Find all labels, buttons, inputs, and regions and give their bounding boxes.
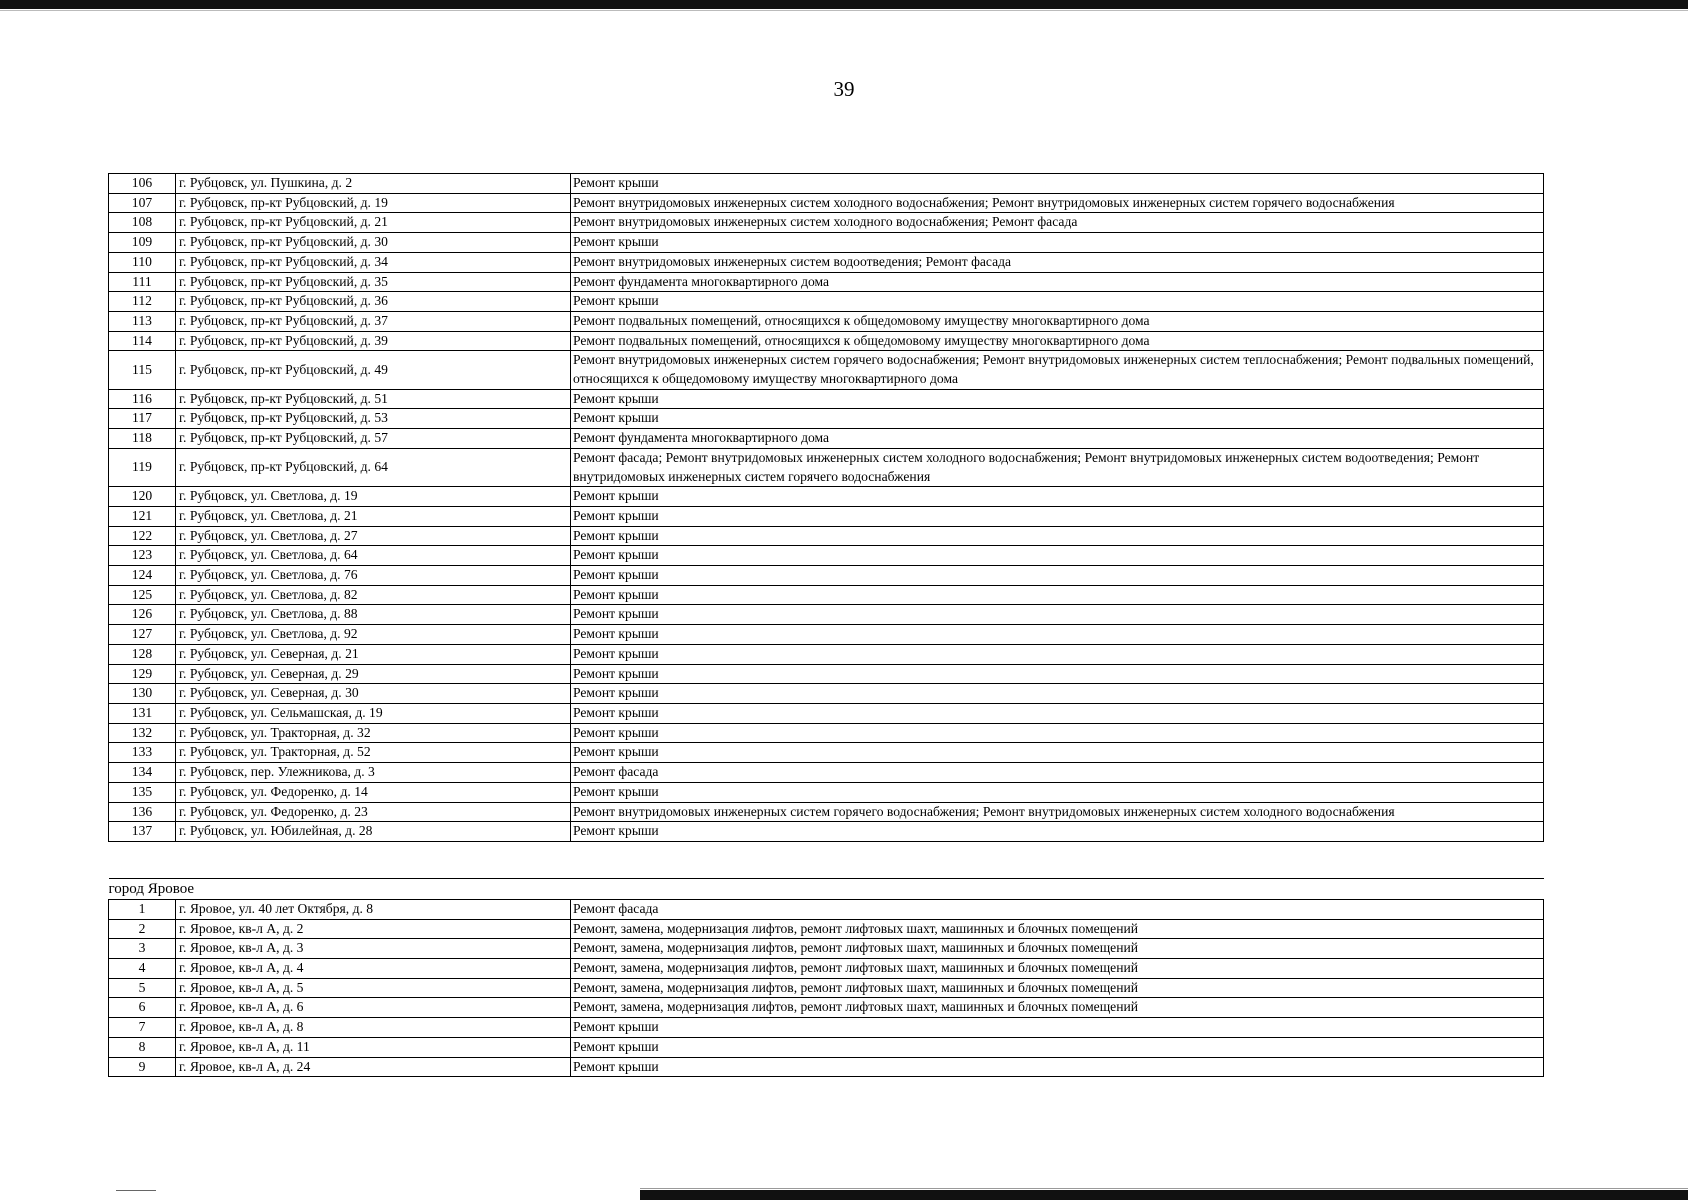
row-address: г. Яровое, кв-л А, д. 4 (176, 959, 571, 979)
row-number: 3 (109, 939, 176, 959)
scan-border-bottom-line (640, 1188, 1688, 1189)
row-work: Ремонт подвальных помещений, относящихся к общедомовому имуществу многоквартирного дома (571, 331, 1544, 351)
row-work: Ремонт, замена, модернизация лифтов, ремонт лифтовых шахт, машинных и блочных помещений (571, 919, 1544, 939)
row-work: Ремонт крыши (571, 1018, 1544, 1038)
row-work: Ремонт крыши (571, 506, 1544, 526)
row-work: Ремонт крыши (571, 566, 1544, 586)
row-work: Ремонт фундамента многоквартирного дома (571, 272, 1544, 292)
scan-border-top (0, 0, 1688, 9)
row-work: Ремонт внутридомовых инженерных систем горячего водоснабжения; Ремонт внутридомовых инженерных систем холодного водоснабжения (571, 802, 1544, 822)
row-number: 7 (109, 1018, 176, 1038)
table-row (109, 763, 1544, 783)
table-row (109, 959, 1544, 979)
table-row (109, 546, 1544, 566)
table-row (109, 605, 1544, 625)
row-address: г. Яровое, кв-л А, д. 11 (176, 1037, 571, 1057)
row-address: г. Рубцовск, ул. Тракторная, д. 32 (176, 723, 571, 743)
row-work: Ремонт, замена, модернизация лифтов, ремонт лифтовых шахт, машинных и блочных помещений (571, 978, 1544, 998)
row-address: г. Яровое, кв-л А, д. 5 (176, 978, 571, 998)
row-address: г. Рубцовск, ул. Федоренко, д. 14 (176, 782, 571, 802)
row-number: 126 (109, 605, 176, 625)
row-address: г. Рубцовск, пр-кт Рубцовский, д. 53 (176, 409, 571, 429)
row-address: г. Рубцовск, пр-кт Рубцовский, д. 30 (176, 233, 571, 253)
row-work: Ремонт, замена, модернизация лифтов, ремонт лифтовых шахт, машинных и блочных помещений (571, 998, 1544, 1018)
row-address: г. Рубцовск, ул. Северная, д. 29 (176, 664, 571, 684)
row-number: 123 (109, 546, 176, 566)
row-address: г. Яровое, кв-л А, д. 24 (176, 1057, 571, 1077)
table-row (109, 743, 1544, 763)
row-number: 107 (109, 193, 176, 213)
row-work: Ремонт крыши (571, 389, 1544, 409)
row-number: 106 (109, 174, 176, 194)
row-work: Ремонт фасада; Ремонт внутридомовых инженерных систем холодного водоснабжения; Ремонт внутридомовых инженерных систем водоотведения; Ремонт внутридомовых инженерных систем горячего водоснабжения (571, 448, 1544, 486)
row-work: Ремонт крыши (571, 684, 1544, 704)
row-address: г. Рубцовск, пр-кт Рубцовский, д. 64 (176, 448, 571, 486)
section-gap (109, 841, 1544, 878)
row-work: Ремонт крыши (571, 743, 1544, 763)
table-row (109, 429, 1544, 449)
row-number: 135 (109, 782, 176, 802)
row-address: г. Рубцовск, ул. Светлова, д. 88 (176, 605, 571, 625)
row-number: 112 (109, 292, 176, 312)
row-work: Ремонт крыши (571, 664, 1544, 684)
table-row (109, 802, 1544, 822)
row-address: г. Рубцовск, пер. Улежникова, д. 3 (176, 763, 571, 783)
table-row (109, 723, 1544, 743)
row-number: 118 (109, 429, 176, 449)
table-row (109, 351, 1544, 389)
row-work: Ремонт фундамента многоквартирного дома (571, 429, 1544, 449)
table-row (109, 919, 1544, 939)
row-work: Ремонт крыши (571, 585, 1544, 605)
row-number: 127 (109, 625, 176, 645)
table-row (109, 625, 1544, 645)
row-number: 8 (109, 1037, 176, 1057)
row-number: 136 (109, 802, 176, 822)
row-number: 113 (109, 311, 176, 331)
row-work: Ремонт крыши (571, 723, 1544, 743)
section-header-row (109, 878, 1544, 899)
row-address: г. Яровое, кв-л А, д. 3 (176, 939, 571, 959)
row-work: Ремонт крыши (571, 625, 1544, 645)
row-number: 121 (109, 506, 176, 526)
row-address: г. Рубцовск, ул. Светлова, д. 64 (176, 546, 571, 566)
row-work: Ремонт фасада (571, 763, 1544, 783)
row-work: Ремонт крыши (571, 233, 1544, 253)
row-number: 124 (109, 566, 176, 586)
row-work: Ремонт крыши (571, 703, 1544, 723)
table-row (109, 487, 1544, 507)
table-row (109, 1018, 1544, 1038)
row-address: г. Рубцовск, ул. Пушкина, д. 2 (176, 174, 571, 194)
row-number: 2 (109, 919, 176, 939)
table-row (109, 331, 1544, 351)
table-row (109, 644, 1544, 664)
row-work: Ремонт крыши (571, 605, 1544, 625)
table-row (109, 1037, 1544, 1057)
table-row (109, 703, 1544, 723)
table-row (109, 1057, 1544, 1077)
table-row (109, 566, 1544, 586)
row-work: Ремонт крыши (571, 1037, 1544, 1057)
table-row (109, 448, 1544, 486)
row-address: г. Яровое, кв-л А, д. 6 (176, 998, 571, 1018)
row-work: Ремонт внутридомовых инженерных систем водоотведения; Ремонт фасада (571, 252, 1544, 272)
row-work: Ремонт, замена, модернизация лифтов, ремонт лифтовых шахт, машинных и блочных помещений (571, 939, 1544, 959)
row-number: 108 (109, 213, 176, 233)
row-work: Ремонт внутридомовых инженерных систем холодного водоснабжения; Ремонт внутридомовых инженерных систем горячего водоснабжения (571, 193, 1544, 213)
table-row (109, 684, 1544, 704)
row-address: г. Рубцовск, пр-кт Рубцовский, д. 34 (176, 252, 571, 272)
table-row (109, 978, 1544, 998)
row-work: Ремонт подвальных помещений, относящихся к общедомовому имуществу многоквартирного дома (571, 311, 1544, 331)
row-number: 119 (109, 448, 176, 486)
row-work: Ремонт крыши (571, 487, 1544, 507)
page-number: 39 (833, 77, 855, 101)
row-address: г. Рубцовск, пр-кт Рубцовский, д. 39 (176, 331, 571, 351)
row-number: 114 (109, 331, 176, 351)
row-number: 9 (109, 1057, 176, 1077)
row-work: Ремонт крыши (571, 292, 1544, 312)
row-address: г. Рубцовск, пр-кт Рубцовский, д. 51 (176, 389, 571, 409)
row-address: г. Рубцовск, пр-кт Рубцовский, д. 49 (176, 351, 571, 389)
row-number: 133 (109, 743, 176, 763)
row-address: г. Рубцовск, пр-кт Рубцовский, д. 19 (176, 193, 571, 213)
scan-border-top-line (0, 10, 1688, 11)
row-number: 4 (109, 959, 176, 979)
row-address: г. Рубцовск, пр-кт Рубцовский, д. 37 (176, 311, 571, 331)
table-row (109, 311, 1544, 331)
row-number: 110 (109, 252, 176, 272)
row-number: 129 (109, 664, 176, 684)
table-row (109, 233, 1544, 253)
scan-mark (116, 1190, 156, 1191)
row-address: г. Рубцовск, пр-кт Рубцовский, д. 36 (176, 292, 571, 312)
table-row (109, 939, 1544, 959)
section-gap-cell (109, 841, 1544, 878)
row-number: 1 (109, 899, 176, 919)
row-work: Ремонт крыши (571, 546, 1544, 566)
row-work: Ремонт крыши (571, 644, 1544, 664)
row-address: г. Рубцовск, ул. Тракторная, д. 52 (176, 743, 571, 763)
table-row (109, 899, 1544, 919)
row-address: г. Рубцовск, ул. Светлова, д. 21 (176, 506, 571, 526)
table-row (109, 782, 1544, 802)
row-address: г. Рубцовск, ул. Федоренко, д. 23 (176, 802, 571, 822)
row-work: Ремонт, замена, модернизация лифтов, ремонт лифтовых шахт, машинных и блочных помещений (571, 959, 1544, 979)
row-address: г. Рубцовск, ул. Северная, д. 21 (176, 644, 571, 664)
row-work: Ремонт крыши (571, 782, 1544, 802)
table-row (109, 822, 1544, 842)
table-body (109, 174, 1544, 1077)
row-address: г. Рубцовск, пр-кт Рубцовский, д. 57 (176, 429, 571, 449)
row-address: г. Рубцовск, пр-кт Рубцовский, д. 35 (176, 272, 571, 292)
row-number: 5 (109, 978, 176, 998)
repair-table (108, 173, 1544, 1077)
row-number: 131 (109, 703, 176, 723)
row-number: 117 (109, 409, 176, 429)
row-work: Ремонт фасада (571, 899, 1544, 919)
row-address: г. Рубцовск, ул. Светлова, д. 19 (176, 487, 571, 507)
table-row (109, 506, 1544, 526)
row-number: 132 (109, 723, 176, 743)
row-work: Ремонт крыши (571, 822, 1544, 842)
section-title: город Яровое (109, 878, 1544, 899)
table-row (109, 664, 1544, 684)
row-address: г. Рубцовск, ул. Светлова, д. 76 (176, 566, 571, 586)
row-number: 111 (109, 272, 176, 292)
row-work: Ремонт внутридомовых инженерных систем холодного водоснабжения; Ремонт фасада (571, 213, 1544, 233)
row-work: Ремонт крыши (571, 526, 1544, 546)
row-number: 125 (109, 585, 176, 605)
table-row (109, 252, 1544, 272)
table-row (109, 213, 1544, 233)
row-number: 122 (109, 526, 176, 546)
row-address: г. Рубцовск, ул. Юбилейная, д. 28 (176, 822, 571, 842)
row-address: г. Яровое, кв-л А, д. 8 (176, 1018, 571, 1038)
row-number: 6 (109, 998, 176, 1018)
row-number: 116 (109, 389, 176, 409)
row-number: 130 (109, 684, 176, 704)
row-address: г. Рубцовск, ул. Северная, д. 30 (176, 684, 571, 704)
row-number: 134 (109, 763, 176, 783)
table-row (109, 174, 1544, 194)
row-address: г. Яровое, ул. 40 лет Октября, д. 8 (176, 899, 571, 919)
row-work: Ремонт крыши (571, 1057, 1544, 1077)
table-row (109, 193, 1544, 213)
table-row (109, 389, 1544, 409)
row-number: 137 (109, 822, 176, 842)
row-number: 128 (109, 644, 176, 664)
table-row (109, 272, 1544, 292)
row-address: г. Рубцовск, ул. Светлова, д. 27 (176, 526, 571, 546)
row-number: 120 (109, 487, 176, 507)
row-number: 115 (109, 351, 176, 389)
table-row (109, 409, 1544, 429)
row-address: г. Рубцовск, пр-кт Рубцовский, д. 21 (176, 213, 571, 233)
row-address: г. Яровое, кв-л А, д. 2 (176, 919, 571, 939)
scan-border-bottom (640, 1190, 1688, 1200)
table-row (109, 585, 1544, 605)
row-work: Ремонт крыши (571, 174, 1544, 194)
table-row (109, 998, 1544, 1018)
table-row (109, 526, 1544, 546)
row-work: Ремонт внутридомовых инженерных систем горячего водоснабжения; Ремонт внутридомовых инженерных систем теплоснабжения; Ремонт подвальных помещений, относящихся к общедомовому имуществу многоквартирного дома (571, 351, 1544, 389)
row-number: 109 (109, 233, 176, 253)
row-address: г. Рубцовск, ул. Сельмашская, д. 19 (176, 703, 571, 723)
table-row (109, 292, 1544, 312)
row-address: г. Рубцовск, ул. Светлова, д. 82 (176, 585, 571, 605)
row-work: Ремонт крыши (571, 409, 1544, 429)
row-address: г. Рубцовск, ул. Светлова, д. 92 (176, 625, 571, 645)
